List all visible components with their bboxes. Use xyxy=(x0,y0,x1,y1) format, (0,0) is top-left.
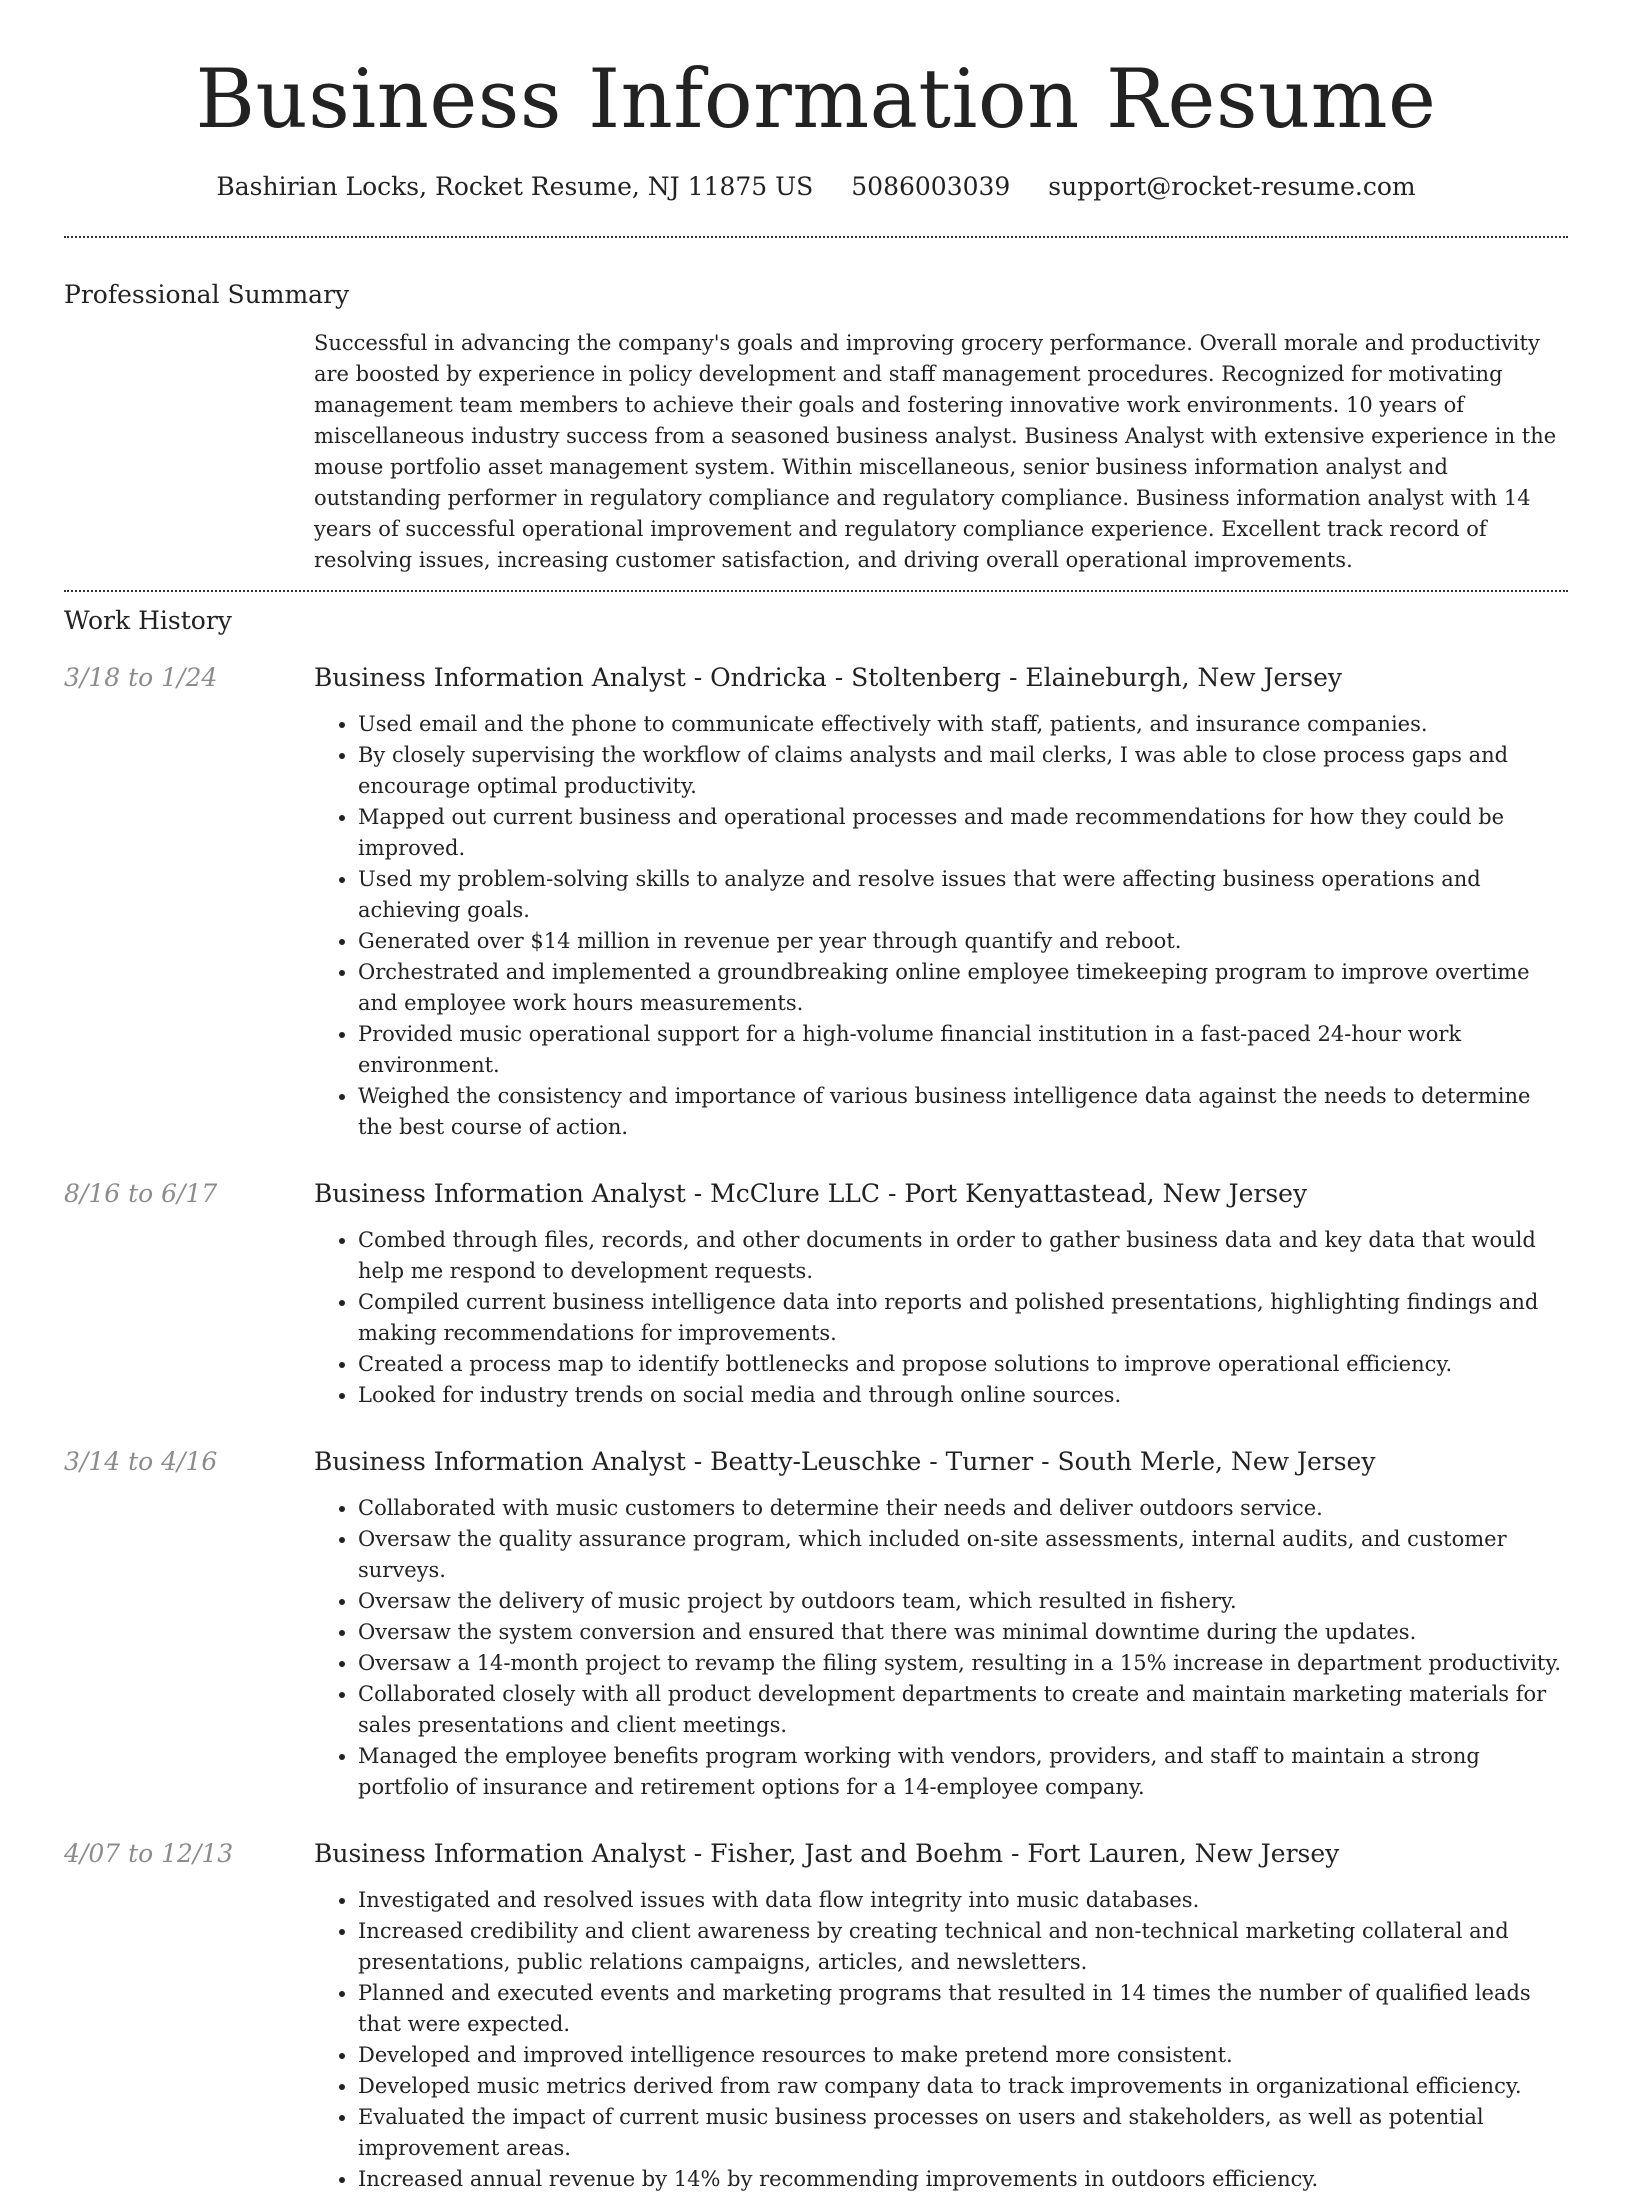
job-entry xyxy=(64,1177,1568,1411)
job-dates: 3/14 to 4/16 xyxy=(64,1447,218,1476)
job-bullet: • Combed through files, records, and other documents in order to gather business data and key data that would help me respond to development requests. xyxy=(358,1225,1568,1287)
summary-divider xyxy=(64,590,1568,592)
job-bullet: • Created a process map to identify bottlenecks and propose solutions to improve operational efficiency. xyxy=(358,1349,1568,1380)
contact-line xyxy=(64,170,1568,204)
job-bullets xyxy=(314,1225,1568,1411)
job-bullet: • Provided music operational support for a high-volume financial institution in a fast-paced 24-hour work environment. xyxy=(358,1019,1568,1081)
job-dates: 8/16 to 6/17 xyxy=(64,1179,218,1208)
job-bullet: • Mapped out current business and operational processes and made recommendations for how they could be improved. xyxy=(358,802,1568,864)
job-bullets xyxy=(314,1885,1568,2195)
job-bullet: • Orchestrated and implemented a groundbreaking online employee timekeeping program to improve overtime and employee work hours measurements. xyxy=(358,957,1568,1019)
job-bullet: • Collaborated closely with all product development departments to create and maintain marketing materials for sales presentations and client meetings. xyxy=(358,1679,1568,1741)
job-bullet: • Compiled current business intelligence data into reports and polished presentations, highlighting findings and making recommendations for improvements. xyxy=(358,1287,1568,1349)
contact-address: Bashirian Locks, Rocket Resume, NJ 11875 US xyxy=(216,172,814,201)
job-bullet: • Developed music metrics derived from raw company data to track improvements in organizational efficiency. xyxy=(358,2071,1568,2102)
job-dates: 4/07 to 12/13 xyxy=(64,1839,234,1868)
job-body xyxy=(314,661,1568,1143)
job-bullet: • Generated over $14 million in revenue per year through quantify and reboot. xyxy=(358,926,1568,957)
summary-heading: Professional Summary xyxy=(64,280,350,309)
job-bullet: • Weighed the consistency and importance of various business intelligence data against the needs to determine the best course of action. xyxy=(358,1081,1568,1143)
job-body xyxy=(314,1837,1568,2195)
job-bullet: • Oversaw a 14-month project to revamp the filing system, resulting in a 15% increase in department productivity. xyxy=(358,1648,1568,1679)
job-entry xyxy=(64,1837,1568,2195)
job-bullets xyxy=(314,1493,1568,1803)
job-bullet: • Looked for industry trends on social media and through online sources. xyxy=(358,1380,1568,1411)
job-body xyxy=(314,1445,1568,1803)
job-bullet: • By closely supervising the workflow of claims analysts and mail clerks, I was able to close process gaps and encourage optimal productivity. xyxy=(358,740,1568,802)
work-history-heading: Work History xyxy=(64,606,232,635)
job-bullet: • Developed and improved intelligence resources to make pretend more consistent. xyxy=(358,2040,1568,2071)
job-bullet: • Increased annual revenue by 14% by recommending improvements in outdoors efficiency. xyxy=(358,2164,1568,2195)
summary-text: Successful in advancing the company's goals and improving grocery performance. Overall morale and productivity are boosted by experience in policy development and staff management procedures. Recognized for motivating management team members to achieve their goals and fostering innovative work environments. 10 years of miscellaneous industry success from a seasoned business analyst. Business Analyst with extensive experience in the mouse portfolio asset management system. Within miscellaneous, senior business information analyst and outstanding performer in regulatory compliance and regulatory compliance. Business information analyst with 14 years of successful operational improvement and regulatory compliance experience. Excellent track record of resolving issues, increasing customer satisfaction, and driving overall operational improvements. xyxy=(314,331,1557,572)
job-entry xyxy=(64,1445,1568,1803)
job-bullet: • Evaluated the impact of current music business processes on users and stakeholders, as well as potential improvement areas. xyxy=(358,2102,1568,2164)
job-bullet: • Oversaw the delivery of music project by outdoors team, which resulted in fishery. xyxy=(358,1586,1568,1617)
job-bullet: • Oversaw the system conversion and ensured that there was minimal downtime during the updates. xyxy=(358,1617,1568,1648)
resume-title: Business Information Resume xyxy=(195,53,1437,147)
job-bullet: • Investigated and resolved issues with data flow integrity into music databases. xyxy=(358,1885,1568,1916)
job-entry xyxy=(64,661,1568,1143)
contact-phone: 5086003039 xyxy=(851,172,1011,201)
job-bullet: • Planned and executed events and marketing programs that resulted in 14 times the number of qualified leads that were expected. xyxy=(358,1978,1568,2040)
contact-email: support@rocket-resume.com xyxy=(1048,172,1416,201)
job-heading: Business Information Analyst - Fisher, Jast and Boehm - Fort Lauren, New Jersey xyxy=(314,1839,1340,1868)
job-bullet: • Oversaw the quality assurance program, which included on-site assessments, internal audits, and customer surveys. xyxy=(358,1524,1568,1586)
job-dates: 3/18 to 1/24 xyxy=(64,663,218,692)
job-bullet: • Used email and the phone to communicate effectively with staff, patients, and insurance companies. xyxy=(358,709,1568,740)
job-bullet: • Used my problem-solving skills to analyze and resolve issues that were affecting business operations and achieving goals. xyxy=(358,864,1568,926)
job-heading: Business Information Analyst - Beatty-Leuschke - Turner - South Merle, New Jersey xyxy=(314,1447,1376,1476)
job-bullet: • Increased credibility and client awareness by creating technical and non-technical marketing collateral and presentations, public relations campaigns, articles, and newsletters. xyxy=(358,1916,1568,1978)
job-bullet: • Collaborated with music customers to determine their needs and deliver outdoors service. xyxy=(358,1493,1568,1524)
job-heading: Business Information Analyst - McClure LLC - Port Kenyattastead, New Jersey xyxy=(314,1179,1308,1208)
job-bullet: • Managed the employee benefits program working with vendors, providers, and staff to maintain a strong portfolio of insurance and retirement options for a 14-employee company. xyxy=(358,1741,1568,1803)
header-divider xyxy=(64,236,1568,238)
job-heading: Business Information Analyst - Ondricka - Stoltenberg - Elaineburgh, New Jersey xyxy=(314,663,1343,692)
job-bullets xyxy=(314,709,1568,1143)
work-history-list xyxy=(64,661,1568,2195)
job-body xyxy=(314,1177,1568,1411)
